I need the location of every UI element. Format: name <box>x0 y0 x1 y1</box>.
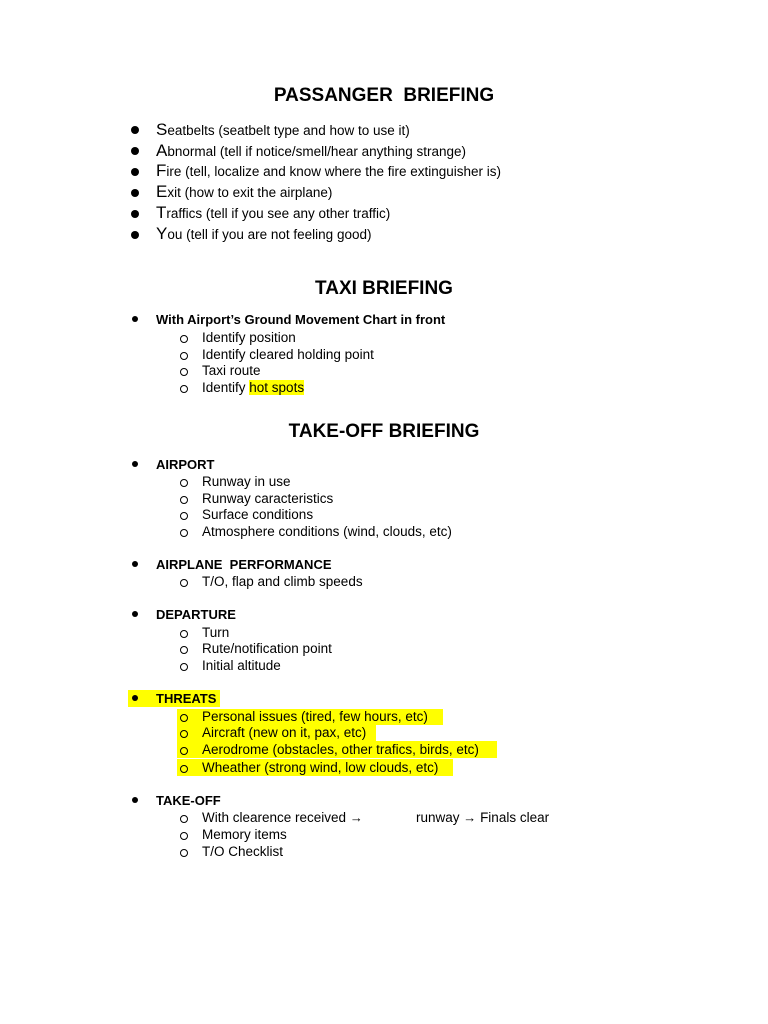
takeoff-sub-item: T/O Checklist <box>202 844 284 859</box>
sub-bullet <box>180 815 188 823</box>
bullet <box>131 189 139 197</box>
arrow-icon: → <box>349 810 363 825</box>
arrow-icon: → <box>463 810 477 825</box>
threats-sub-item: Personal issues (tired, few hours, etc) <box>202 709 428 724</box>
performance-sub-item: T/O, flap and climb speeds <box>202 574 363 589</box>
initial-letter: F <box>156 161 167 180</box>
initial-letter: S <box>156 120 168 139</box>
sub-bullet <box>180 479 188 487</box>
initial-letter: T <box>156 203 167 222</box>
item-text: With clearence received <box>202 810 347 825</box>
passenger-briefing-title: PASSANGER BRIEFING <box>273 85 495 106</box>
passenger-item-abnormal <box>156 142 466 160</box>
bullet <box>131 210 139 218</box>
sub-bullet <box>180 368 188 376</box>
departure-sub-item: Initial altitude <box>202 658 281 673</box>
airport-sub-item: Atmosphere conditions (wind, clouds, etc) <box>202 524 452 539</box>
sub-bullet <box>180 579 188 587</box>
bullet <box>131 126 139 134</box>
departure-sub-item: Rute/notification point <box>202 641 332 656</box>
sub-bullet <box>180 832 188 840</box>
takeoff-sub-item-runway <box>416 809 549 826</box>
sub-bullet <box>180 496 188 504</box>
sub-bullet <box>180 529 188 537</box>
bullet <box>132 611 138 617</box>
taxi-briefing-title: TAXI BRIEFING <box>315 278 453 299</box>
bullet <box>132 797 138 803</box>
highlighted-text: hot spots <box>249 380 305 395</box>
sub-bullet <box>180 335 188 343</box>
threats-sub-item: Wheather (strong wind, low clouds, etc) <box>202 760 439 775</box>
sub-bullet <box>180 352 188 360</box>
item-text: xit (how to exit the airplane) <box>167 185 333 200</box>
airport-sub-item: Surface conditions <box>202 507 314 522</box>
sub-bullet <box>180 512 188 520</box>
initial-letter: E <box>156 182 168 201</box>
takeoff-sub-item: Memory items <box>202 827 287 842</box>
initial-letter: Y <box>156 224 168 243</box>
item-text: Finals clear <box>480 810 550 825</box>
passenger-item-traffics <box>156 204 390 222</box>
sub-bullet <box>180 730 188 738</box>
passenger-item-fire <box>156 162 501 180</box>
item-text: runway <box>416 810 460 825</box>
bullet <box>132 316 138 322</box>
takeoff-label: TAKE-OFF <box>156 793 221 808</box>
item-text: bnormal (tell if notice/smell/hear anything strange) <box>167 144 466 159</box>
bullet <box>131 147 139 155</box>
sub-bullet <box>180 646 188 654</box>
item-text: ire (tell, localize and know where the fire extinguisher is) <box>166 164 502 179</box>
sub-bullet <box>180 385 188 393</box>
taxi-sub-item: Identify cleared holding point <box>202 347 374 362</box>
departure-sub-item: Turn <box>202 625 230 640</box>
bullet <box>131 168 139 176</box>
takeoff-briefing-title: TAKE-OFF BRIEFING <box>288 421 480 442</box>
item-text: Identify <box>202 380 250 395</box>
threats-sub-item: Aerodrome (obstacles, other trafics, birds, etc) <box>202 742 479 757</box>
taxi-lead: With Airport’s Ground Movement Chart in front <box>156 312 446 327</box>
sub-bullet <box>180 747 188 755</box>
performance-label: AIRPLANE PERFORMANCE <box>156 557 332 572</box>
sub-bullet <box>180 663 188 671</box>
takeoff-sub-item-clearance <box>202 809 363 826</box>
bullet <box>132 695 138 701</box>
sub-bullet <box>180 765 188 773</box>
initial-letter: A <box>156 141 168 160</box>
threats-label: THREATS <box>156 691 217 706</box>
bullet <box>132 461 138 467</box>
taxi-sub-item: Taxi route <box>202 363 261 378</box>
airport-sub-item: Runway caracteristics <box>202 491 334 506</box>
passenger-item-seatbelts <box>156 121 410 139</box>
threats-sub-item: Aircraft (new on it, pax, etc) <box>202 725 367 740</box>
airport-label: AIRPORT <box>156 457 215 472</box>
bullet <box>132 561 138 567</box>
sub-bullet <box>180 714 188 722</box>
sub-bullet <box>180 849 188 857</box>
item-text: ou (tell if you are not feeling good) <box>167 227 372 242</box>
item-text: eatbelts (seatbelt type and how to use it) <box>167 123 410 138</box>
airport-sub-item: Runway in use <box>202 474 291 489</box>
taxi-sub-item-hot-spots <box>202 379 304 396</box>
item-text: raffics (tell if you see any other traffic) <box>166 206 391 221</box>
sub-bullet <box>180 630 188 638</box>
bullet <box>131 231 139 239</box>
taxi-sub-item: Identify position <box>202 330 296 345</box>
passenger-item-exit <box>156 183 332 201</box>
departure-label: DEPARTURE <box>156 607 236 622</box>
passenger-item-you <box>156 225 371 243</box>
